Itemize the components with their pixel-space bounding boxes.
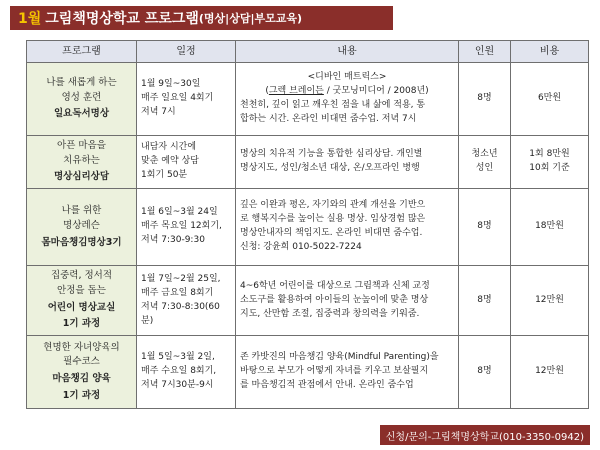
program-cell: 아픈 마음을 치유하는 명상심리상담 [27, 136, 137, 189]
header-schedule: 일정 [137, 41, 236, 63]
schedule-cell: 내담자 시간에 맞춘 예약 상담 1회기 50분 [137, 136, 236, 189]
program-term: 1기 과정 [62, 318, 101, 330]
table-row [27, 189, 589, 266]
content-cell: 명상의 치유적 기능을 통합한 심리상담. 개인별 명상지도, 성인/청소년 대상, 온/오프라인 병행 [236, 136, 459, 189]
program-name: 몸마음챙김명상3기 [41, 236, 122, 248]
program-name: 일요독서명상 [53, 108, 110, 120]
content-cell: 존 카밧진의 마음챙김 양육(Mindful Parenting)을 바탕으로 부모가 어떻게 자녀를 키우고 보살필지 를 마음챙김적 관점에서 안내. 온라인 줌수업 [236, 336, 459, 409]
cost-cell: 12만원 [511, 266, 589, 336]
program-cell: 나를 위한 명상레슨 몸마음챙김명상3기 [27, 189, 137, 266]
table-row [27, 336, 589, 409]
table-row [27, 266, 589, 336]
cost-cell: 18만원 [511, 189, 589, 266]
author-link[interactable]: 그렉 브레이든 [268, 86, 324, 97]
program-cell: 현명한 자녀양육의 필수코스 마음챙김 양육 1기 과정 [27, 336, 137, 409]
page-title [10, 6, 393, 30]
people-cell: 8명 [459, 189, 511, 266]
header-content: 내용 [236, 41, 459, 63]
program-term: 1기 과정 [62, 389, 101, 401]
program-name: 마음챙김 양육 [52, 373, 111, 385]
content-cell: 깊은 이완과 평온, 자기와의 관계 개선을 기반으 로 행복지수를 높이는 실용 명상. 임상경험 많은 명상안내자의 책임지도. 온라인 비대면 줌수업. 신청: 강윤희 010-5022-7224 [236, 189, 459, 266]
cost-cell: 6만원 [511, 63, 589, 136]
program-name: 명상심리상담 [53, 171, 110, 183]
schedule-cell: 1월 7일~2월 25일, 매주 금요일 8회기 저녁 7:30-8:30(60분) [137, 266, 236, 336]
title-month: 1월 [18, 11, 42, 27]
program-name: 어린이 명상교실 [47, 301, 116, 313]
program-cell: 집중력, 정서적 안정을 돕는 어린이 명상교실 1기 과정 [27, 266, 137, 336]
header-people: 인원 [459, 41, 511, 63]
title-main: 그림책명상학교 프로그램 [45, 11, 199, 27]
people-cell: 청소년 성인 [459, 136, 511, 189]
table-row [27, 63, 589, 136]
content-cell: <디바인 매트릭스> (그렉 브레이든 / 굿모닝미디어 / 2008년) 천천히, 깊이 읽고 깨우친 점을 내 삶에 적용, 통 합하는 시간. 온라인 비대면 줌수업. 저녁 7시 [236, 63, 459, 136]
signup-phone: 신청: 강윤희 010-5022-7224 [240, 242, 362, 253]
program-cell: 나를 새롭게 하는 영성 훈련 일요독서명상 [27, 63, 137, 136]
header-cost: 비용 [511, 41, 589, 63]
book-title: <디바인 매트릭스> [307, 72, 387, 83]
content-cell: 4~6학년 어린이를 대상으로 그림책과 신체 교정 소도구를 활용하여 아이들의 눈높이에 맞춘 명상 지도, 산만함 조절, 집중력과 창의력을 키워줌. [236, 266, 459, 336]
cost-cell: 12만원 [511, 336, 589, 409]
schedule-cell: 1월 6일~3월 24일 매주 목요일 12회기, 저녁 7:30-9:30 [137, 189, 236, 266]
schedule-cell: 1월 9일~30일 매주 일요일 4회기 저녁 7시 [137, 63, 236, 136]
table-row [27, 136, 589, 189]
people-cell: 8명 [459, 63, 511, 136]
program-table [26, 40, 589, 409]
table-header-row [27, 41, 589, 63]
people-cell: 8명 [459, 266, 511, 336]
people-cell: 8명 [459, 336, 511, 409]
cost-cell: 1회 8만원 10회 기준 [511, 136, 589, 189]
contact-banner: 신청/문의-그림책명상학교(010-3350-0942) [380, 425, 590, 445]
header-program: 프로그램 [27, 41, 137, 63]
schedule-cell: 1월 5일~3월 2일, 매주 수요일 8회기, 저녁 7시30분-9시 [137, 336, 236, 409]
title-sub: (명상|상담|부모교육) [198, 12, 303, 25]
